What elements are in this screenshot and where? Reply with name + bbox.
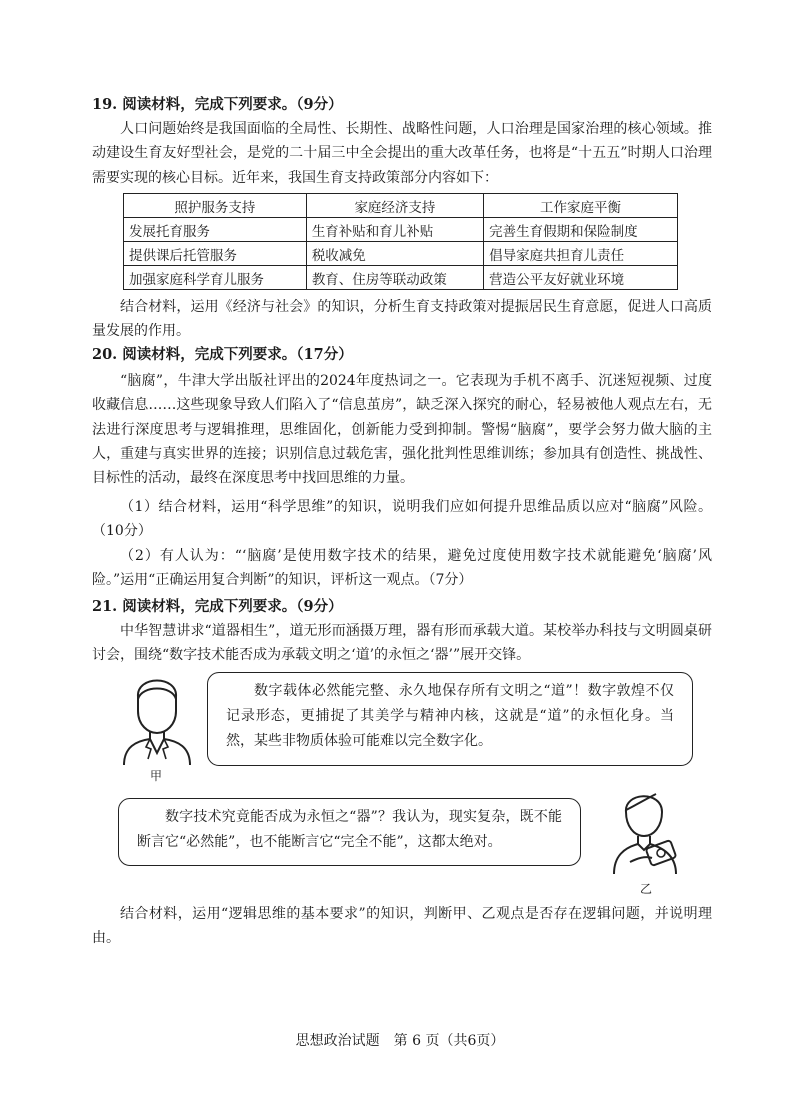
- q19-question-text: 结合材料，运用《经济与社会》的知识，分析生育支持政策对提振居民生育意愿，促进人口高质量发展的作用。: [92, 299, 712, 340]
- table-cell: 税收减免: [306, 242, 483, 266]
- person-jia-icon: [118, 667, 196, 767]
- q20-heading: 20. 阅读材料，完成下列要求。（17分）: [92, 346, 353, 363]
- table-cell: 倡导家庭共担育儿责任: [484, 242, 678, 266]
- table-cell: 提供课后托管服务: [124, 242, 307, 266]
- table-row: [124, 266, 678, 290]
- q21-material: [92, 619, 712, 668]
- table-header-cell: 照护服务支持: [124, 194, 307, 218]
- q19-question: [92, 295, 712, 344]
- table-row: [124, 218, 678, 242]
- yi-speech-bubble: [118, 798, 581, 866]
- table-cell: 生育补贴和育儿补贴: [306, 218, 483, 242]
- jia-speech-bubble: [207, 672, 693, 766]
- q20-sub1: （1）结合材料，运用“科学思维”的知识，说明我们应如何提升思维品质以应对“脑腐”风险。（10分）: [92, 499, 712, 539]
- table-header-cell: 家庭经济支持: [306, 194, 483, 218]
- q19-material-text: 人口问题始终是我国面临的全局性、长期性、战略性问题，人口治理是国家治理的核心领域。推动建设生育友好型社会，是党的二十届三中全会提出的重大改革任务，也将是“十五五”时期人口治理需要实现的核心目标。近年来，我国生育支持政策部分内容如下：: [92, 121, 712, 186]
- q20-material: [92, 369, 712, 490]
- table-cell: 教育、住房等联动政策: [306, 266, 483, 290]
- q20-material-text: “脑腐”，牛津大学出版社评出的2024年度热词之一。它表现为手机不离手、沉迷短视频、过度收藏信息……这些现象导致人们陷入了“信息茧房”，缺乏深入探究的耐心，轻易被他人观点左右，无法进行深度思考与逻辑推理，思维固化，创新能力受到抑制。警惕“脑腐”，要学会努力做大脑的主人，重建与真实世界的连接；识别信息过载危害，强化批判性思维训练；参加具有创造性、挑战性、目标性的活动，最终在深度思考中找回思维的力量。: [92, 373, 712, 487]
- q21-question: [92, 902, 712, 951]
- table-cell: 完善生育假期和保险制度: [484, 218, 678, 242]
- table-cell: 营造公平友好就业环境: [484, 266, 678, 290]
- q19-material: [92, 117, 712, 190]
- q20-sub2: （2）有人认为：“‘脑腐’是使用数字技术的结果，避免过度使用数字技术就能避免‘脑腐’风险。”运用“正确运用复合判断”的知识，评析这一观点。（7分）: [92, 548, 712, 588]
- page-footer: 思想政治试题 第 6 页（共6页）: [295, 1033, 505, 1049]
- q21-material-text: 中华智慧讲求“道器相生”，道无形而涵摄万理，器有形而承载大道。某校举办科技与文明圆桌研讨会，围绕“数字技术能否成为承载文明之‘道’的永恒之‘器’”展开交锋。: [92, 623, 712, 664]
- person-yi-label: 乙: [640, 882, 653, 896]
- q21-question-text: 结合材料，运用“逻辑思维的基本要求”的知识，判断甲、乙观点是否存在逻辑问题，并说明理由。: [92, 906, 712, 947]
- person-yi-icon: [604, 782, 686, 878]
- jia-speech-text: 数字载体必然能完整、永久地保存所有文明之“道”！数字敦煌不仅记录形态，更捕捉了其美学与精神内核，这就是“道”的永恒化身。当然，某些非物质体验可能难以完全数字化。: [226, 683, 674, 749]
- person-jia-label: 甲: [150, 769, 163, 783]
- table-cell: 加强家庭科学育儿服务: [124, 266, 307, 290]
- yi-speech-text: 数字技术究竟能否成为永恒之“器”？我认为，现实复杂，既不能断言它“必然能”，也不能断言它“完全不能”，这都太绝对。: [137, 809, 562, 850]
- table-cell: 发展托育服务: [124, 218, 307, 242]
- fertility-support-table: [123, 193, 678, 290]
- q21-heading: 21. 阅读材料，完成下列要求。（9分）: [92, 598, 343, 615]
- table-header-row: [124, 194, 678, 218]
- table-row: [124, 242, 678, 266]
- table-header-cell: 工作家庭平衡: [484, 194, 678, 218]
- q19-heading: 19. 阅读材料，完成下列要求。（9分）: [92, 96, 343, 113]
